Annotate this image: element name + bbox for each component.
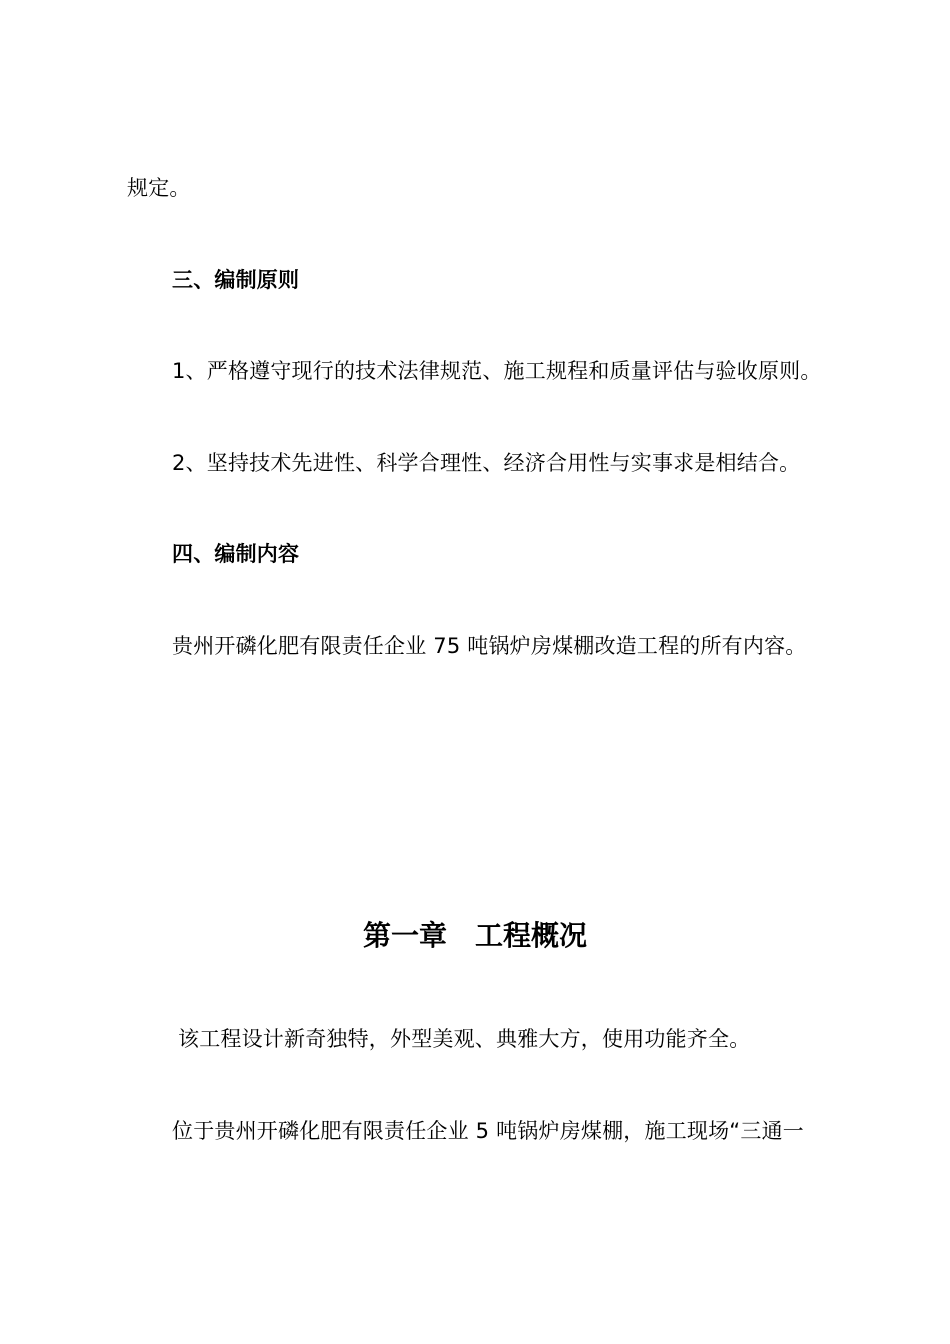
principle-item-1: 1、严格遵守现行的技术法律规范、施工规程和质量评估与验收原则。: [172, 359, 822, 383]
section-heading-principles: 三、编制原则: [172, 268, 300, 292]
chapter-title: 第一章 工程概况: [362, 919, 587, 952]
contents-paragraph: 贵州开磷化肥有限责任企业 75 吨锅炉房煤棚改造工程的所有内容。: [172, 634, 807, 658]
section-heading-contents: 四、编制内容: [172, 542, 300, 566]
principle-item-2: 2、坚持技术先进性、科学合理性、经济合用性与实事求是相结合。: [172, 451, 801, 475]
chapter-paragraph-1: 该工程设计新奇独特，外型美观、典雅大方，使用功能齐全。: [178, 1027, 751, 1051]
chapter-paragraph-2: 位于贵州开磷化肥有限责任企业 5 吨锅炉房煤棚，施工现场“三通一: [172, 1119, 804, 1143]
continuation-text: 规定。: [127, 176, 191, 200]
